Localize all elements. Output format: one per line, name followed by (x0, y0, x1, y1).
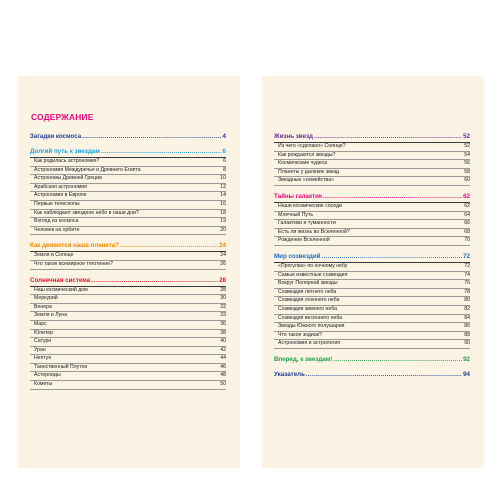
entry-title: Меркурий (34, 295, 58, 302)
entry-title: Галактики и туманности (278, 220, 336, 227)
toc-entry[interactable] (274, 306, 470, 315)
toc-entry[interactable] (274, 315, 470, 324)
toc-entry[interactable] (30, 321, 226, 330)
entry-title: Нептун (34, 355, 52, 362)
entry-page-number: 68 (464, 228, 470, 235)
section-page-number: 52 (463, 133, 470, 140)
entry-title: Как наблюдают звездное небо в наши дни? (34, 209, 139, 216)
entry-page-number: 6 (223, 158, 226, 164)
entry-title: Астрономия Междуречья и Древнего Египта (34, 166, 141, 173)
section-page-number: 28 (219, 276, 226, 284)
toc-entry[interactable] (30, 210, 226, 219)
entry-page-number: 72 (464, 262, 470, 269)
entry-page-number: 84 (464, 314, 470, 321)
entry-title: Млечный Путь (278, 211, 314, 218)
entry-title: Земля и Луна (34, 312, 68, 319)
entry-page-number: 30 (220, 295, 226, 302)
toc-section (30, 277, 226, 390)
entry-page-number: 86 (464, 323, 470, 330)
leader-dots (333, 356, 462, 364)
leader-dots (120, 242, 218, 250)
entry-title: Человек на орбите (34, 226, 80, 233)
entry-page-number: 74 (464, 271, 470, 278)
entry-title: Созвездия летнего неба (278, 288, 337, 295)
entry-title: Астероиды (34, 372, 61, 379)
entry-title: Уран (34, 346, 46, 353)
toc-entry[interactable] (274, 212, 470, 221)
entry-page-number: 24 (220, 252, 226, 259)
toc-entry[interactable] (274, 203, 470, 212)
entry-title: Вокруг Полярной звезды (278, 280, 338, 287)
entry-page-number: 88 (464, 331, 470, 338)
leader-dots (82, 133, 221, 141)
entry-page-number: 48 (220, 372, 226, 379)
toc-item-list (30, 252, 226, 269)
section-page-number: 92 (463, 355, 470, 363)
entry-page-number: 56 (464, 160, 470, 167)
entry-title: Есть ли жизнь во Вселенной? (278, 228, 350, 235)
toc-section (274, 133, 470, 186)
entry-title: Сатурн (34, 338, 52, 345)
toc-section-heading[interactable] (274, 133, 470, 141)
left-page (18, 76, 240, 468)
entry-title: Венера (34, 303, 52, 310)
toc-section-heading[interactable] (274, 253, 470, 261)
entry-page-number: 12 (220, 183, 226, 190)
entry-page-number: 16 (220, 200, 226, 207)
entry-title: Марс (34, 320, 47, 327)
toc-entry[interactable] (30, 338, 226, 347)
entry-title: Из чего «сделано» Солнце? (278, 143, 346, 149)
toc-entry[interactable] (30, 312, 226, 321)
toc-entry[interactable] (30, 192, 226, 201)
entry-page-number: 66 (464, 220, 470, 227)
entry-title: Как родилась астрономия? (34, 158, 100, 164)
toc-section-heading[interactable] (30, 133, 226, 141)
entry-title: Земля и Солнце (34, 252, 74, 259)
toc-left-column (30, 133, 226, 397)
entry-page-number: 76 (464, 280, 470, 287)
entry-title: Планеты у далеких звезд (278, 168, 339, 175)
toc-section (30, 148, 226, 235)
toc-entry[interactable] (30, 227, 226, 236)
entry-page-number: 52 (464, 143, 470, 149)
entry-page-number: 82 (464, 305, 470, 312)
toc-item-list (274, 143, 470, 186)
entry-page-number: 80 (464, 297, 470, 304)
toc-entry[interactable] (30, 347, 226, 356)
toc-section (274, 356, 470, 364)
toc-section-heading[interactable] (30, 242, 226, 250)
leader-dots (91, 277, 218, 285)
entry-page-number: 50 (220, 381, 226, 388)
toc-entry[interactable] (30, 261, 226, 270)
entry-page-number: 44 (220, 355, 226, 362)
entry-page-number: 40 (220, 338, 226, 345)
entry-page-number: 8 (223, 166, 226, 173)
toc-section-heading[interactable] (274, 356, 470, 364)
entry-page-number: 28 (220, 286, 226, 293)
section-title: Загадки космоса (30, 133, 82, 140)
entry-page-number: 14 (220, 192, 226, 199)
toc-entry[interactable] (30, 381, 226, 390)
entry-title: Астрономы Древней Греции (34, 175, 102, 182)
toc-entry[interactable] (30, 167, 226, 176)
toc-entry[interactable] (274, 272, 470, 281)
toc-section-heading[interactable] (274, 371, 470, 379)
toc-entry[interactable] (274, 177, 470, 186)
toc-entry[interactable] (30, 184, 226, 193)
toc-entry[interactable] (274, 160, 470, 169)
entry-page-number: 10 (220, 175, 226, 182)
toc-entry[interactable] (30, 158, 226, 167)
entry-title: Наши космические соседи (278, 202, 342, 209)
entry-title: Арабская астрономия (34, 183, 87, 190)
toc-entry[interactable] (30, 201, 226, 210)
entry-page-number: 58 (464, 168, 470, 175)
toc-entry[interactable] (30, 330, 226, 339)
entry-title: Звезды Южного полушария (278, 323, 345, 330)
entry-page-number: 26 (220, 260, 226, 267)
entry-title: Таинственный Плутон (34, 363, 88, 370)
section-title: Жизнь звезд (274, 133, 313, 140)
section-title: Долгий путь к звездам (30, 148, 100, 155)
toc-section (30, 242, 226, 269)
entry-page-number: 54 (464, 151, 470, 158)
entry-title: Космические чудеса (278, 160, 328, 167)
entry-page-number: 60 (464, 177, 470, 184)
entry-page-number: 42 (220, 346, 226, 353)
entry-title: Кометы (34, 381, 53, 388)
entry-title: Созвездия зимнего неба (278, 305, 337, 312)
leader-dots (323, 193, 462, 201)
section-page-number: 72 (463, 252, 470, 260)
section-title: Указатель (274, 370, 305, 378)
toc-section-heading[interactable] (30, 148, 226, 156)
toc-entry[interactable] (30, 355, 226, 364)
toc-entry[interactable] (274, 143, 470, 152)
toc-entry[interactable] (30, 287, 226, 296)
toc-section (274, 371, 470, 379)
entry-page-number: 62 (464, 202, 470, 209)
section-page-number: 6 (222, 148, 226, 155)
entry-title: Созвездия весеннего неба (278, 314, 343, 321)
toc-item-list (274, 203, 470, 246)
entry-page-number: 19 (220, 218, 226, 225)
toc-section (30, 133, 226, 141)
entry-title: Что такое всемирное тяготение? (34, 260, 113, 267)
toc-entry[interactable] (274, 289, 470, 298)
toc-entry[interactable] (30, 252, 226, 261)
toc-entry[interactable] (30, 218, 226, 227)
leader-dots (314, 133, 462, 141)
section-title: Мир созвездий (274, 252, 321, 260)
section-title: Тайны галактик (274, 192, 323, 200)
toc-item-list (274, 263, 470, 349)
entry-title: Астрономия и астрология (278, 340, 341, 347)
right-page (262, 76, 484, 468)
toc-item-list (30, 158, 226, 235)
toc-entry[interactable] (30, 372, 226, 381)
toc-entry[interactable] (274, 152, 470, 161)
entry-title: Астрономия в Европе (34, 192, 87, 199)
section-title: Солнечная система (30, 276, 91, 284)
toc-entry[interactable] (274, 220, 470, 229)
entry-title: Взгляд из космоса (34, 218, 79, 225)
entry-page-number: 32 (220, 303, 226, 310)
section-page-number: 4 (222, 133, 226, 140)
entry-page-number: 38 (220, 329, 226, 336)
entry-title: Наш космический дом (34, 286, 88, 293)
leader-dots (101, 148, 222, 156)
toc-entry[interactable] (274, 332, 470, 341)
entry-title: «Прогулка» по ночному небу (278, 262, 348, 269)
toc-entry[interactable] (274, 263, 470, 272)
toc-section (274, 253, 470, 349)
toc-entry[interactable] (30, 175, 226, 184)
entry-page-number: 90 (464, 340, 470, 347)
toc-entry[interactable] (274, 297, 470, 306)
section-title: Как движется наша планета? (30, 242, 119, 250)
entry-title: Что такое зодиак? (278, 331, 322, 338)
toc-section (274, 193, 470, 246)
toc-section-heading[interactable] (30, 277, 226, 285)
entry-page-number: 36 (220, 320, 226, 327)
entry-page-number: 70 (464, 237, 470, 244)
entry-page-number: 18 (220, 209, 226, 216)
entry-page-number: 78 (464, 288, 470, 295)
toc-title: СОДЕРЖАНИЕ (31, 112, 94, 122)
section-title: Вперед, к звездам! (274, 355, 333, 363)
toc-entry[interactable] (274, 340, 470, 349)
toc-right-column (274, 133, 470, 386)
toc-entry[interactable] (274, 237, 470, 246)
entry-title: Первые телескопы (34, 200, 80, 207)
toc-entry[interactable] (274, 280, 470, 289)
entry-title: Юпитер (34, 329, 54, 336)
entry-page-number: 20 (220, 226, 226, 233)
section-page-number: 62 (463, 192, 470, 200)
entry-title: Созвездия осеннего неба (278, 297, 340, 304)
entry-title: Звездные «семейства» (278, 177, 334, 184)
toc-entry[interactable] (274, 323, 470, 332)
entry-page-number: 33 (220, 312, 226, 319)
toc-entry[interactable] (30, 364, 226, 373)
entry-title: Самые известные созвездия (278, 271, 348, 278)
entry-page-number: 46 (220, 363, 226, 370)
toc-section-heading[interactable] (274, 193, 470, 201)
entry-title: Как рождаются звезды? (278, 151, 336, 158)
entry-title: Рождение Вселенной (278, 237, 330, 244)
leader-dots (306, 371, 462, 379)
entry-page-number: 64 (464, 211, 470, 218)
toc-entry[interactable] (30, 295, 226, 304)
toc-entry[interactable] (30, 304, 226, 313)
section-page-number: 94 (463, 370, 470, 378)
toc-item-list (30, 287, 226, 390)
section-page-number: 24 (219, 242, 226, 250)
leader-dots (321, 253, 462, 261)
